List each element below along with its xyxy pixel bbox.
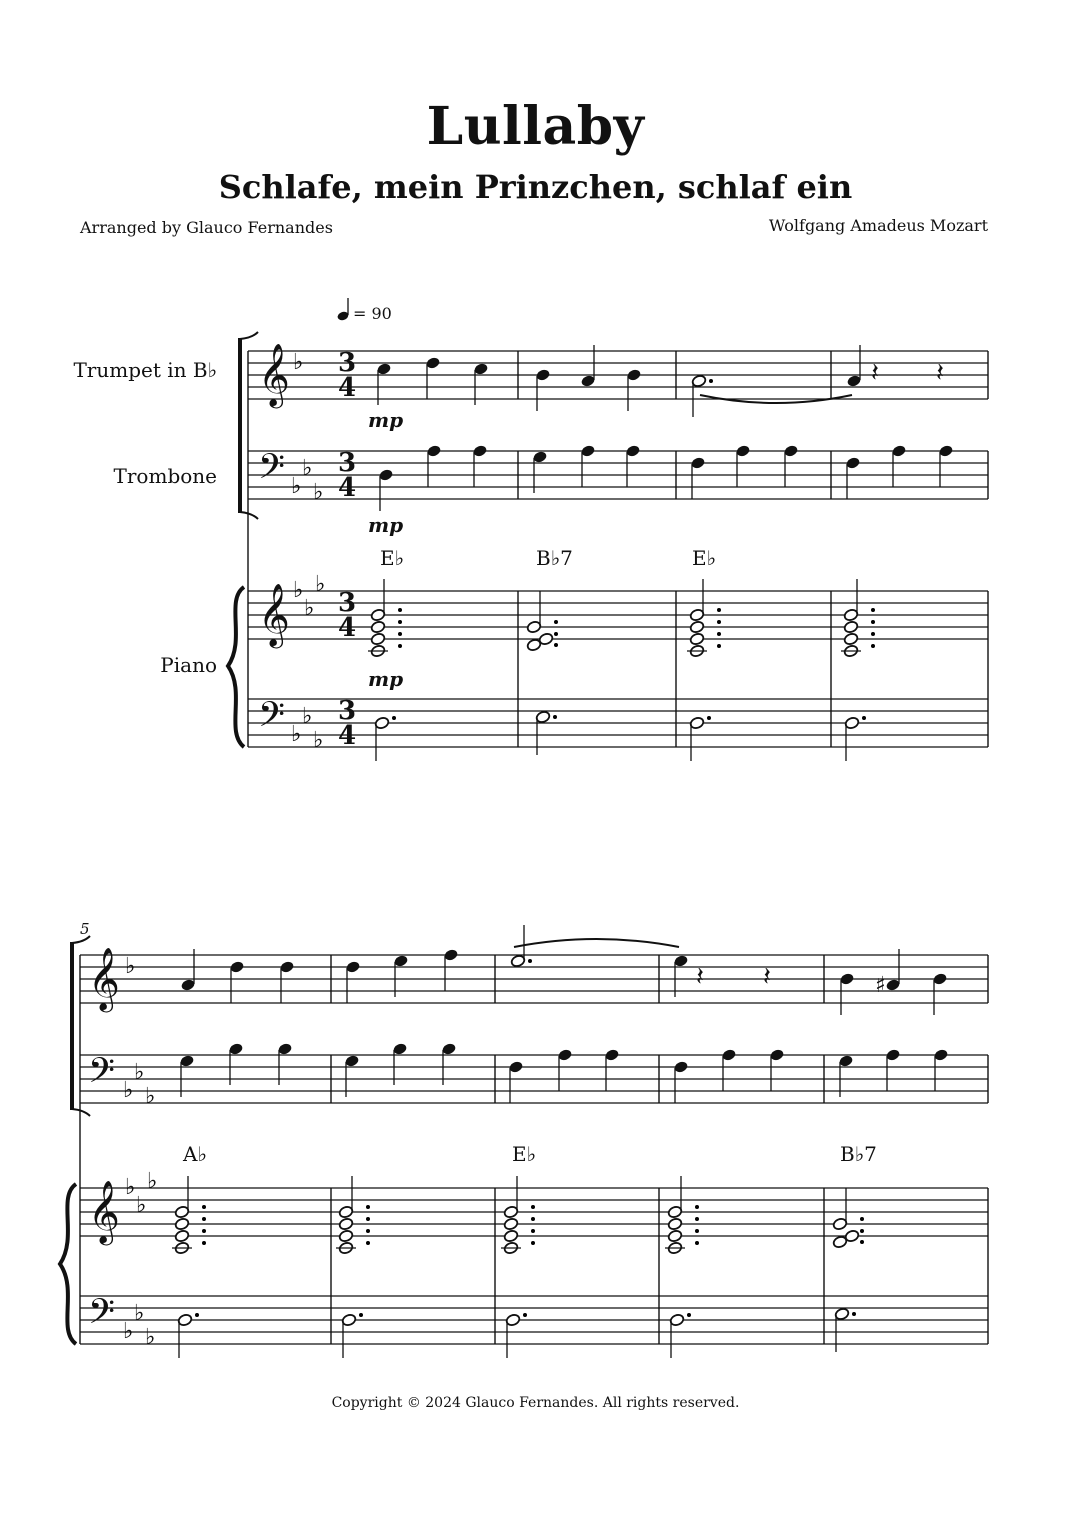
note-head xyxy=(370,620,386,634)
augmentation-dot xyxy=(398,632,402,636)
augmentation-dot xyxy=(392,716,396,720)
quarter-rest-icon: 𝄽 xyxy=(936,358,944,388)
treble-clef-icon: 𝄞 xyxy=(88,947,120,1010)
note-head xyxy=(338,1217,354,1231)
dynamic-trombone: mp xyxy=(368,513,404,537)
chord-symbol: E♭ xyxy=(380,546,405,570)
augmentation-dot xyxy=(553,715,557,719)
augmentation-dot xyxy=(860,1217,864,1221)
augmentation-dot xyxy=(398,644,402,648)
note-head xyxy=(667,1229,683,1243)
flat-icon: ♭ xyxy=(313,480,324,505)
flat-icon: ♭ xyxy=(293,350,304,375)
flat-icon: ♭ xyxy=(302,704,313,729)
note-head xyxy=(174,1217,190,1231)
flat-icon: ♭ xyxy=(123,1078,134,1103)
augmentation-dot xyxy=(554,632,558,636)
flat-icon: ♭ xyxy=(125,954,136,979)
augmentation-dot xyxy=(195,1313,199,1317)
augmentation-dot xyxy=(531,1241,535,1245)
instrument-label-trumpet: Trumpet in B♭ xyxy=(73,358,217,382)
flat-icon: ♭ xyxy=(304,596,315,621)
augmentation-dot xyxy=(366,1217,370,1221)
chord-symbol: E♭ xyxy=(512,1142,537,1166)
time-signature-lower: 4 xyxy=(338,373,357,403)
note-head xyxy=(689,632,705,646)
flat-icon: ♭ xyxy=(134,1060,145,1085)
augmentation-dot xyxy=(531,1229,535,1233)
augmentation-dot xyxy=(687,1313,691,1317)
augmentation-dot xyxy=(359,1313,363,1317)
score-title: Lullaby xyxy=(426,96,645,157)
note-head xyxy=(503,1217,519,1231)
augmentation-dot xyxy=(717,608,721,612)
time-signature-upper: 3 xyxy=(338,448,357,478)
flat-icon: ♭ xyxy=(134,1301,145,1326)
dynamic-trumpet: mp xyxy=(368,408,404,432)
augmentation-dot xyxy=(202,1241,206,1245)
augmentation-dot xyxy=(860,1229,864,1233)
augmentation-dot xyxy=(398,620,402,624)
bracket-hook xyxy=(240,332,258,339)
augmentation-dot xyxy=(554,643,558,647)
time-signature-upper: 3 xyxy=(338,696,357,726)
augmentation-dot xyxy=(717,644,721,648)
note-head xyxy=(503,1229,519,1243)
flat-icon: ♭ xyxy=(291,474,302,499)
bass-clef-icon: 𝄢 xyxy=(258,694,286,743)
augmentation-dot xyxy=(860,1240,864,1244)
flat-icon: ♭ xyxy=(313,728,324,753)
augmentation-dot xyxy=(366,1205,370,1209)
augmentation-dot xyxy=(523,1313,527,1317)
dynamic-piano: mp xyxy=(368,667,404,691)
bass-clef-icon: 𝄢 xyxy=(258,446,286,495)
flat-icon: ♭ xyxy=(125,1175,136,1200)
bracket-hook xyxy=(240,512,258,519)
treble-clef-icon: 𝄞 xyxy=(258,583,290,646)
copyright-notice: Copyright © 2024 Glauco Fernandes. All rights reserved. xyxy=(331,1395,740,1411)
note-head xyxy=(843,620,859,634)
tempo-marking xyxy=(336,298,391,323)
measure-number: 5 xyxy=(80,920,90,938)
quarter-rest-icon: 𝄽 xyxy=(763,962,771,992)
augmentation-dot xyxy=(695,1217,699,1221)
augmentation-dot xyxy=(852,1312,856,1316)
flat-icon: ♭ xyxy=(293,578,304,603)
instrument-label-trombone: Trombone xyxy=(113,464,217,488)
note-head xyxy=(667,1217,683,1231)
tempo-text: = 90 xyxy=(353,304,392,323)
flat-icon: ♭ xyxy=(145,1084,156,1109)
augmentation-dot xyxy=(695,1205,699,1209)
augmentation-dot xyxy=(695,1241,699,1245)
treble-clef-icon: 𝄞 xyxy=(88,1180,120,1243)
augmentation-dot xyxy=(366,1229,370,1233)
augmentation-dot xyxy=(717,620,721,624)
score-subtitle: Schlafe, mein Prinzchen, schlaf ein xyxy=(218,168,853,206)
augmentation-dot xyxy=(202,1229,206,1233)
augmentation-dot xyxy=(531,1205,535,1209)
augmentation-dot xyxy=(528,959,532,963)
chord-symbol: A♭ xyxy=(183,1142,207,1166)
chord-symbol: B♭7 xyxy=(536,546,573,570)
note-head xyxy=(843,632,859,646)
augmentation-dot xyxy=(398,608,402,612)
flat-icon: ♭ xyxy=(136,1193,147,1218)
augmentation-dot xyxy=(202,1217,206,1221)
brace xyxy=(228,587,244,747)
augmentation-dot xyxy=(871,632,875,636)
staff-lines xyxy=(80,351,988,1344)
note-head xyxy=(370,632,386,646)
flat-icon: ♭ xyxy=(315,572,326,597)
augmentation-dot xyxy=(871,644,875,648)
time-signature-lower: 4 xyxy=(338,613,357,643)
augmentation-dot xyxy=(709,379,713,383)
flat-icon: ♭ xyxy=(145,1325,156,1350)
augmentation-dot xyxy=(366,1241,370,1245)
time-signature-upper: 3 xyxy=(338,348,357,378)
note-head xyxy=(689,620,705,634)
bass-clef-icon: 𝄢 xyxy=(88,1291,116,1340)
flat-icon: ♭ xyxy=(291,722,302,747)
treble-clef-icon: 𝄞 xyxy=(258,343,290,406)
arranger-credit: Arranged by Glauco Fernandes xyxy=(80,218,333,237)
quarter-rest-icon: 𝄽 xyxy=(871,358,879,388)
augmentation-dot xyxy=(871,620,875,624)
chord-symbol: B♭7 xyxy=(840,1142,877,1166)
flat-icon: ♭ xyxy=(147,1169,158,1194)
time-signature-upper: 3 xyxy=(338,588,357,618)
augmentation-dot xyxy=(707,716,711,720)
augmentation-dot xyxy=(531,1217,535,1221)
augmentation-dot xyxy=(202,1205,206,1209)
augmentation-dot xyxy=(871,608,875,612)
time-signature-lower: 4 xyxy=(338,473,357,503)
augmentation-dot xyxy=(554,620,558,624)
instrument-label-piano: Piano xyxy=(160,653,217,677)
bass-clef-icon: 𝄢 xyxy=(88,1050,116,1099)
brace xyxy=(60,1184,76,1344)
flat-icon: ♭ xyxy=(302,456,313,481)
flat-icon: ♭ xyxy=(123,1319,134,1344)
chord-symbol: E♭ xyxy=(692,546,717,570)
augmentation-dot xyxy=(862,716,866,720)
time-signature-lower: 4 xyxy=(338,721,357,751)
augmentation-dot xyxy=(717,632,721,636)
note-head xyxy=(174,1229,190,1243)
tie-slur xyxy=(514,939,679,947)
composer-credit: Wolfgang Amadeus Mozart xyxy=(768,216,988,235)
bracket-hook xyxy=(72,1109,90,1116)
sharp-icon: ♯ xyxy=(875,973,886,998)
augmentation-dot xyxy=(695,1229,699,1233)
quarter-rest-icon: 𝄽 xyxy=(696,962,704,992)
note-head xyxy=(338,1229,354,1243)
